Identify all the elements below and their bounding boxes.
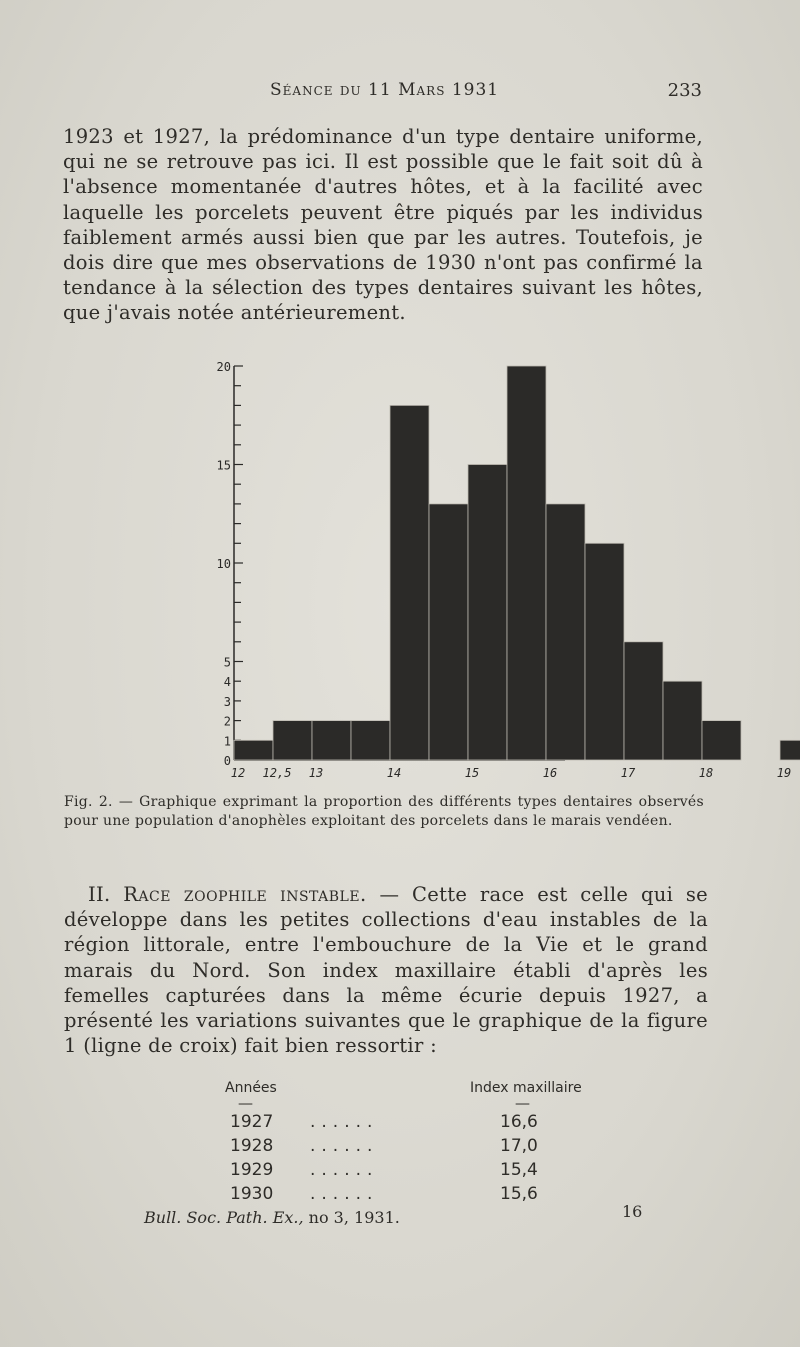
histogram-bar [429,504,468,760]
y-tick-label: 10 [216,557,231,571]
y-tick-label: 0 [223,754,231,768]
section-title: Race zoophile instable. [123,883,367,906]
y-tick-label: 1 [223,734,231,749]
row-leader-dots: ...... [310,1184,379,1204]
paragraph-section-ii [64,882,708,1058]
figure-caption [64,793,704,831]
page-header [0,80,800,104]
histogram-bar [468,465,507,761]
row-year: 1927 [230,1112,274,1132]
column-header-index: Index maxillaire [470,1080,582,1096]
x-tick-label: 13 [308,766,324,780]
y-tick-label: 4 [223,675,231,690]
histogram-bar [507,366,546,760]
table-row [200,1112,620,1136]
journal-reference [144,1208,400,1227]
section-number: II. [88,883,111,906]
histogram-bar [546,504,585,760]
section-text: — Cette race est celle qui se développe dans les petites collections d'eau instables de la région littorale, entre l'embouchure de la Vie et le grand marais du Nord. Son index maxillaire établi d'après les femelles capturées dans la même écurie depuis 1927, a présenté les variations suivantes que le graphique de la figure 1 (ligne de croix) fait bien ressortir : [64,883,708,1058]
y-tick-label: 3 [223,694,231,709]
histogram-bar [273,721,312,760]
x-tick-label: 19 [776,766,792,780]
histogram-bar [663,681,702,760]
y-tick-label: 15 [216,458,231,473]
y-tick-label: 20 [216,360,231,374]
paragraph-intro: 1923 et 1927, la prédominance d'un type dentaire uniforme, qui ne se retrouve pas ici. Il est possible que le fait soit dû à l'absence momentanée d'autres hôtes, et à la facilité avec laquelle les porcelets peuvent être piqués par les individus faiblement armés aussi bien que par les autres. Toutefois, je dois dire que mes observations de 1930 n'ont pas confirmé la tendance à la sélection des types dentaires suivant les hôtes, que j'avais notée antérieurement. [63,125,703,325]
histogram-bar [312,721,351,760]
column-dash-year: — [238,1094,253,1112]
row-year: 1929 [230,1160,274,1180]
column-dash-index: — [515,1094,530,1112]
row-year: 1930 [230,1184,274,1204]
row-value: 15,6 [500,1184,538,1204]
signature-mark: 16 [622,1202,643,1221]
histogram-chart [200,350,792,790]
x-tick-label: 16 [542,766,558,780]
page-number: 233 [667,80,702,101]
x-tick-label: 12 [230,766,246,780]
y-tick-label: 5 [223,655,231,670]
table-row [200,1184,620,1208]
table-row [200,1136,620,1160]
x-tick-label: 18 [698,766,714,780]
row-leader-dots: ...... [310,1112,379,1132]
table-row [200,1160,620,1184]
row-leader-dots: ...... [310,1136,379,1156]
row-value: 17,0 [500,1136,538,1156]
histogram-bar [585,543,624,760]
row-value: 15,4 [500,1160,538,1180]
y-tick-label: 2 [223,714,231,729]
histogram-bar [234,740,273,760]
histogram-bar [702,721,741,760]
caption-text: — Graphique exprimant la proportion des différents types dentaires observés pour une population d'anophèles exploitant des porcelets dans le marais vendéen. [64,794,704,829]
histogram-bar [390,405,429,760]
x-tick-label: 14 [386,766,402,780]
journal-issue: no 3, 1931. [303,1208,400,1227]
histogram-bar [780,740,800,760]
histogram-bar [351,721,390,760]
histogram-figure [200,350,792,790]
x-tick-label: 17 [620,766,636,780]
x-tick-label: 15 [464,766,480,780]
caption-label: Fig. 2. [64,794,113,810]
running-title: Séance du 11 Mars 1931 [270,80,500,100]
row-year: 1928 [230,1136,274,1156]
x-tick-label: 12,5 [262,766,292,780]
row-leader-dots: ...... [310,1160,379,1180]
histogram-bar [624,642,663,760]
row-value: 16,6 [500,1112,538,1132]
column-header-year: Années [225,1080,277,1096]
journal-name: Bull. Soc. Path. Ex., [144,1208,304,1227]
